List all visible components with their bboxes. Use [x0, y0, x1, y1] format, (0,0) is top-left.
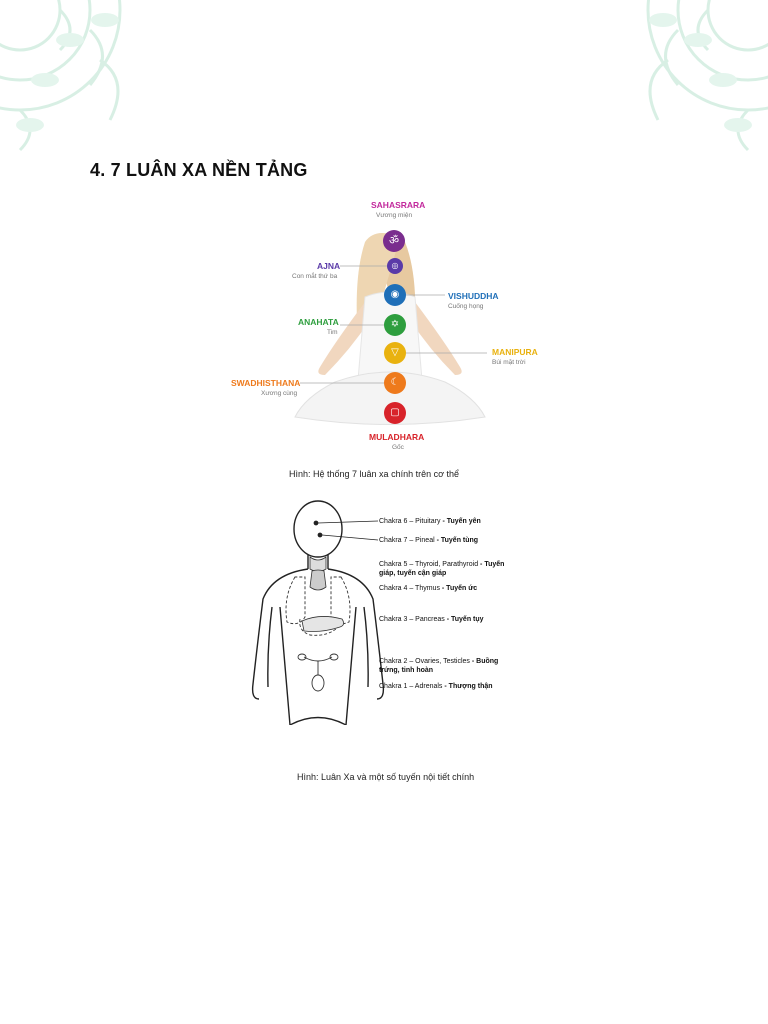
gland-label-pancreas: Chakra 3 – Pancreas - Tuyến tụy: [379, 616, 484, 623]
chakra-label-manipura: MANIPURA: [492, 347, 538, 357]
leader-lines: [225, 192, 550, 460]
chakra-label-sahasrara: SAHASRARA: [371, 200, 426, 210]
figure2-caption: Hình: Luân Xa và một số tuyến nội tiết chính: [297, 772, 475, 782]
chakra-figure: [225, 192, 550, 460]
om-symbol-icon: ॐ: [388, 235, 400, 247]
ajna-symbol-icon: ◎: [391, 261, 399, 270]
chakra-sub-anahata: Tim: [327, 329, 338, 336]
chakra-sub-muladhara: Gốc: [392, 444, 404, 451]
chakra-label-swadhisthana: SWADHISTHANA: [231, 378, 301, 388]
gland-label-thyroid: Chakra 5 – Thyroid, Parathyroid - Tuyến giáp, tuyến cận giáp: [379, 561, 505, 577]
endocrine-figure: [250, 497, 530, 725]
mandala-corner-left: [0, 0, 150, 160]
gland-label-pineal: Chakra 7 – Pineal - Tuyến tùng: [379, 537, 479, 544]
gland-label-adrenals: Chakra 1 – Adrenals - Thượng thận: [379, 683, 493, 690]
gland-label-pituitary: Chakra 6 – Pituitary - Tuyến yên: [379, 518, 481, 525]
manipura-symbol-icon: ▽: [391, 347, 399, 358]
chakra-sub-vishuddha: Cuống họng: [448, 303, 484, 310]
chakra-label-vishuddha: VISHUDDHA: [448, 291, 499, 301]
figure1-caption: Hình: Hệ thống 7 luân xa chính trên cơ thể: [289, 469, 460, 479]
muladhara-symbol-icon: ▢: [390, 407, 400, 418]
chakra-sub-ajna: Con mắt thứ ba: [292, 273, 338, 280]
gland-label-thymus: Chakra 4 – Thymus - Tuyến ức: [379, 585, 478, 592]
gland-label-ovaries: Chakra 2 – Ovaries, Testicles - Buồng trứng, tinh hoàn: [379, 658, 499, 674]
swadhisthana-symbol-icon: ☾: [390, 377, 400, 388]
chakra-label-muladhara: MULADHARA: [369, 432, 425, 442]
vishuddha-symbol-icon: ◉: [390, 289, 400, 300]
chakra-sub-manipura: Búi mặt trời: [492, 359, 526, 366]
chakra-sub-sahasrara: Vương miện: [376, 212, 413, 219]
anahata-symbol-icon: ✡: [390, 319, 400, 330]
chakra-sub-swadhisthana: Xương cùng: [261, 390, 298, 397]
chakra-label-ajna: AJNA: [317, 261, 341, 271]
chakra-label-anahata: ANAHATA: [298, 317, 339, 327]
mandala-corner-right: [618, 0, 768, 160]
section-heading: 4. 7 LUÂN XA NỀN TẢNG: [90, 160, 308, 180]
